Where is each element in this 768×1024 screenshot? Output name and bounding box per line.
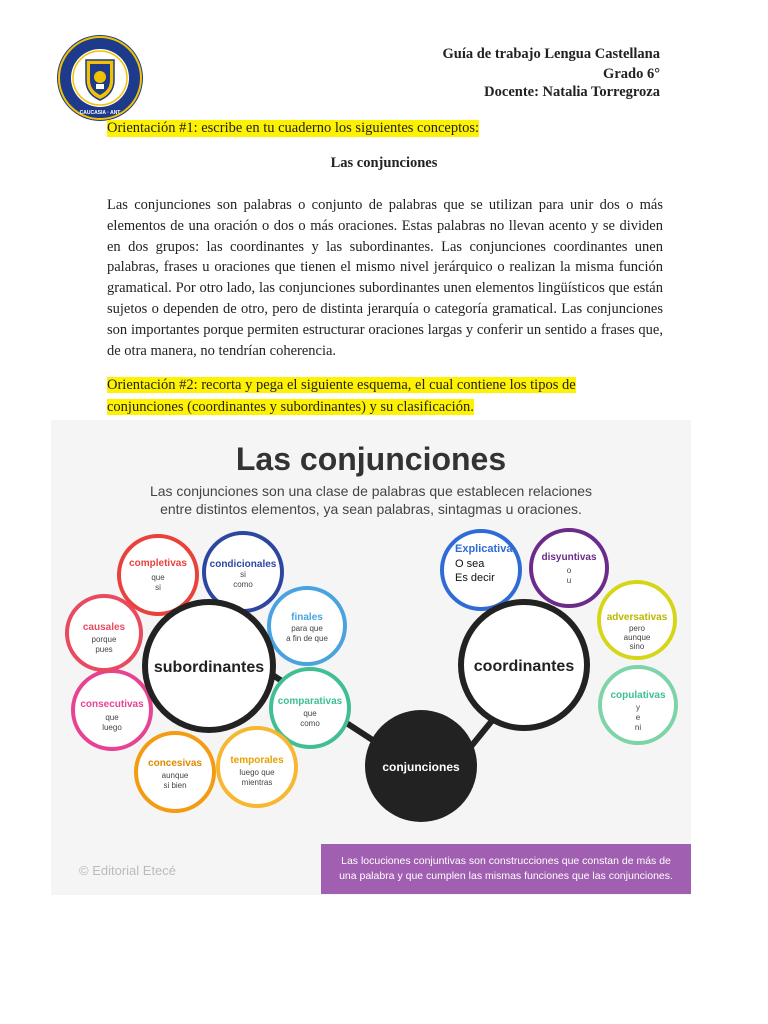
svg-text:temporales: temporales xyxy=(230,755,284,766)
svg-text:completivas: completivas xyxy=(129,558,187,569)
hub-coordinantes xyxy=(461,602,587,728)
svg-text:Es decir: Es decir xyxy=(455,572,495,584)
school-logo xyxy=(56,34,144,122)
node-copulativas xyxy=(600,667,676,743)
svg-text:subordinantes: subordinantes xyxy=(153,659,265,676)
svg-text:concesivas: concesivas xyxy=(148,758,202,769)
svg-text:aunque: aunque xyxy=(161,771,189,780)
node-condicionales xyxy=(204,533,282,611)
svg-text:adversativas: adversativas xyxy=(606,612,668,623)
svg-text:si: si xyxy=(240,570,246,579)
svg-text:O sea: O sea xyxy=(455,558,485,570)
diagram-title: Las conjunciones xyxy=(235,441,507,477)
node-finales xyxy=(269,588,345,664)
svg-text:si: si xyxy=(155,583,161,592)
diagram-subtitle-2: entre distintos elementos, ya sean palabras, sintagmas u oraciones. xyxy=(160,501,582,517)
svg-text:ni: ni xyxy=(634,723,642,732)
svg-text:como: como xyxy=(233,580,253,589)
svg-text:porque: porque xyxy=(91,635,117,644)
svg-text:y: y xyxy=(636,703,640,712)
svg-text:condicionales: condicionales xyxy=(209,559,277,570)
note-line-2: una palabra y que cumplen las mismas funciones que las conjunciones. xyxy=(339,870,673,882)
body-paragraph: Las conjunciones son palabras o conjunto de palabras que se utilizan para unir dos o más elementos de una oración o dos o más oraciones. Estas palabras no llevan acento y se dividen en dos grupos: las coordinantes y las subordinantes. Las conjunciones coordinantes unen palabras, frases u oraciones que tienen el mismo nivel jerárquico o realizan la misma función gramatical. Por otro lado, las conjunciones subordinantes unen elementos lingüísticos que están sujetos o dependen de otro, pero de distinta jerarquía o categoría gramatical. Las conjunciones son importantes porque permiten estructurar oraciones largas y conferir un sentido a frases que, de otra manera, no tendrían coherencia. xyxy=(107,197,663,359)
note-line-1: Las locuciones conjuntivas son construcciones que constan de más de xyxy=(341,855,671,867)
svg-text:o: o xyxy=(566,566,572,575)
header-teacher: Docente: Natalia Torregroza xyxy=(484,84,660,100)
note-box xyxy=(321,844,691,894)
svg-text:comparativas: comparativas xyxy=(277,696,343,707)
svg-text:si bien: si bien xyxy=(163,781,187,790)
node-consecutivas xyxy=(73,671,151,749)
svg-text:aunque: aunque xyxy=(623,633,651,642)
svg-text:pues: pues xyxy=(95,645,113,654)
logo-bottom-text: CAUCASIA · ANT xyxy=(79,110,121,116)
node-concesivas xyxy=(136,733,214,811)
svg-text:mientras: mientras xyxy=(241,778,273,787)
svg-text:conjunciones: conjunciones xyxy=(382,760,460,774)
svg-text:luego: luego xyxy=(102,723,122,732)
svg-text:como: como xyxy=(300,719,320,728)
credit-text: © Editorial Etecé xyxy=(79,863,177,878)
node-adversativas xyxy=(599,582,675,658)
svg-text:luego que: luego que xyxy=(239,768,275,777)
header-line-1: Guía de trabajo Lengua Castellana xyxy=(442,46,660,62)
node-completivas xyxy=(119,536,197,614)
svg-text:disyuntivas: disyuntivas xyxy=(541,552,597,563)
header-grade: Grado 6° xyxy=(603,66,660,82)
svg-text:coordinantes: coordinantes xyxy=(473,658,575,675)
orientation-2-text: Orientación #2: recorta y pega el siguiente esquema, el cual contiene los tipos de conjunciones (coordinantes y subordinantes) y su clasificación. xyxy=(107,377,576,415)
orientation-2 xyxy=(107,374,647,418)
svg-text:para que: para que xyxy=(291,624,323,633)
node-causales xyxy=(67,596,141,670)
svg-text:copulativas: copulativas xyxy=(610,690,666,701)
orientation-1: Orientación #1: escribe en tu cuaderno los siguientes conceptos: xyxy=(107,120,480,136)
svg-text:que: que xyxy=(105,713,119,722)
svg-text:u: u xyxy=(566,576,572,585)
svg-text:causales: causales xyxy=(82,622,126,633)
node-disyuntivas xyxy=(531,530,607,606)
svg-text:consecutivas: consecutivas xyxy=(80,699,144,710)
svg-text:sino: sino xyxy=(629,642,645,651)
svg-text:que: que xyxy=(303,709,317,718)
section-title: Las conjunciones xyxy=(330,155,438,171)
svg-text:que: que xyxy=(151,573,165,582)
diagram-subtitle-1: Las conjunciones son una clase de palabras que establecen relaciones xyxy=(149,483,593,499)
svg-text:finales: finales xyxy=(291,612,323,623)
svg-text:a fin de que: a fin de que xyxy=(286,634,328,643)
svg-text:e: e xyxy=(635,713,641,722)
node-explicativa xyxy=(442,531,520,609)
hub-subordinantes xyxy=(145,602,273,730)
svg-text:pero: pero xyxy=(628,624,646,633)
conjunctions-diagram xyxy=(51,420,691,895)
svg-text:Explicativa: Explicativa xyxy=(455,543,513,555)
node-temporales xyxy=(218,728,296,806)
hub-conjunciones xyxy=(365,710,477,822)
